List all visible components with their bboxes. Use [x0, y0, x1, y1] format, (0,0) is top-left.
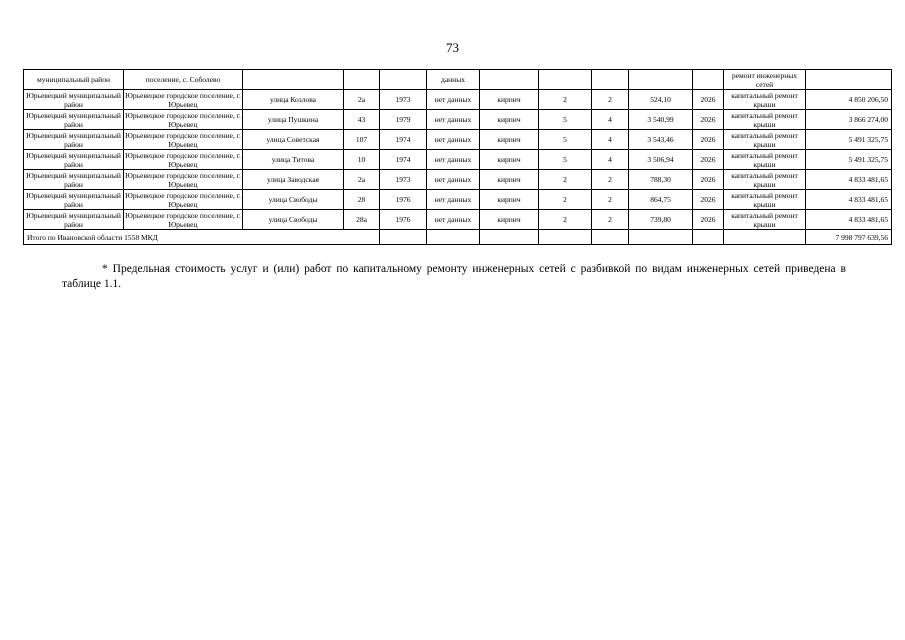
cell-work-type: ремонт инженерных сетей — [724, 70, 806, 90]
cell-cost: 4 850 206,50 — [806, 90, 892, 110]
table-cell — [629, 230, 693, 245]
cell-house-number: 2а — [344, 170, 380, 190]
table-row — [24, 90, 892, 110]
cell-street: улица Заводская — [243, 170, 344, 190]
cell-year: 2026 — [693, 130, 724, 150]
cell-work-type: капитальный ремонт крыши — [724, 130, 806, 150]
cell-floors: 2 — [539, 190, 592, 210]
cell-wall-material: кирпич — [480, 150, 539, 170]
cell-work-type: капитальный ремонт крыши — [724, 210, 806, 230]
cell-cost: 4 833 481,65 — [806, 190, 892, 210]
cell-district: Юрьевецкий муниципальный район — [24, 190, 124, 210]
cell-area: 3 543,46 — [629, 130, 693, 150]
cell-settlement: Юрьевецкое городское поселение, г. Юрьевец — [125, 90, 241, 109]
table-row — [24, 150, 892, 170]
cell-year — [693, 70, 724, 90]
cell-year-built: 1976 — [380, 210, 427, 230]
cell-wall-material: кирпич — [480, 110, 539, 130]
cell-year: 2026 — [693, 150, 724, 170]
cell-year-built: 1979 — [380, 110, 427, 130]
cell-year: 2026 — [693, 110, 724, 130]
cell-data-status: нет данных — [427, 110, 480, 130]
cell-street: улица Титова — [243, 150, 344, 170]
cell-year: 2026 — [693, 190, 724, 210]
table-cell — [724, 230, 806, 245]
cell-area: 864,75 — [629, 190, 693, 210]
table-row — [24, 190, 892, 210]
cell-work-type: капитальный ремонт крыши — [724, 110, 806, 130]
cell-district: Юрьевецкий муниципальный район — [24, 210, 124, 230]
cell-street: улица Пушкина — [243, 110, 344, 130]
cell-house-number: 28 — [344, 190, 380, 210]
cell-data-status: нет данных — [427, 90, 480, 110]
cell-year-built: 1974 — [380, 150, 427, 170]
cell-street: улица Свободы — [243, 190, 344, 210]
total-value: 7 998 797 639,56 — [806, 230, 892, 245]
cell-wall-material: кирпич — [480, 130, 539, 150]
table-cell — [693, 230, 724, 245]
cell-entrances: 4 — [592, 150, 629, 170]
cell-year: 2026 — [693, 170, 724, 190]
cell-cost: 5 491 325,75 — [806, 130, 892, 150]
cell-settlement: поселение, с. Соболево — [124, 70, 243, 90]
cell-year-built: 1974 — [380, 130, 427, 150]
cell-floors: 2 — [539, 170, 592, 190]
cell-work-type: капитальный ремонт крыши — [724, 190, 806, 210]
cell-data-status: нет данных — [427, 130, 480, 150]
table-cell — [592, 230, 629, 245]
cell-year-built — [380, 70, 427, 90]
footnote: * Предельная стоимость услуг и (или) работ по капитальному ремонту инженерных сетей с разбивкой по видам инженерных сетей приведена в таблице 1.1. — [62, 263, 846, 290]
table-row — [24, 130, 892, 150]
cell-floors: 2 — [539, 210, 592, 230]
table-row — [24, 70, 892, 90]
cell-wall-material — [480, 70, 539, 90]
cell-street: улица Свободы — [243, 210, 344, 230]
cell-data-status: нет данных — [427, 190, 480, 210]
cell-settlement: Юрьевецкое городское поселение, г. Юрьевец — [125, 170, 241, 189]
cell-area: 3 540,99 — [629, 110, 693, 130]
cell-floors: 5 — [539, 150, 592, 170]
cell-floors — [539, 70, 592, 90]
cell-settlement: Юрьевецкое городское поселение, г. Юрьевец — [125, 190, 241, 209]
cell-settlement: Юрьевецкое городское поселение, г. Юрьевец — [125, 150, 241, 169]
table-cell — [480, 230, 539, 245]
cell-settlement: Юрьевецкое городское поселение, г. Юрьевец — [125, 110, 241, 129]
cell-year-built: 1976 — [380, 190, 427, 210]
table-cell — [539, 230, 592, 245]
cell-year: 2026 — [693, 90, 724, 110]
cell-work-type: капитальный ремонт крыши — [724, 150, 806, 170]
cell-wall-material: кирпич — [480, 190, 539, 210]
cell-cost: 4 833 481,65 — [806, 210, 892, 230]
cell-wall-material: кирпич — [480, 210, 539, 230]
cell-work-type: капитальный ремонт крыши — [724, 170, 806, 190]
table-row — [24, 170, 892, 190]
cell-floors: 5 — [539, 130, 592, 150]
page-number: 73 — [446, 40, 459, 55]
cell-entrances: 2 — [592, 90, 629, 110]
table-cell — [380, 230, 427, 245]
table-body — [24, 70, 892, 230]
cell-street: улица Козлова — [243, 90, 344, 110]
cell-settlement: Юрьевецкое городское поселение, г. Юрьевец — [125, 210, 241, 229]
cell-district: муниципальный район — [24, 70, 124, 90]
cell-street — [243, 70, 344, 90]
total-label: Итого по Ивановской области 1558 МКД — [24, 230, 380, 245]
cell-year: 2026 — [693, 210, 724, 230]
cell-house-number: 10 — [344, 150, 380, 170]
cell-settlement: Юрьевецкое городское поселение, г. Юрьевец — [125, 130, 241, 149]
cell-data-status: данных — [427, 70, 480, 90]
table-row — [24, 210, 892, 230]
cell-entrances — [592, 70, 629, 90]
cell-district: Юрьевецкий муниципальный район — [24, 90, 124, 110]
cell-district: Юрьевецкий муниципальный район — [24, 130, 124, 150]
cell-floors: 5 — [539, 110, 592, 130]
cell-area — [629, 70, 693, 90]
cell-year-built: 1973 — [380, 170, 427, 190]
cell-entrances: 2 — [592, 210, 629, 230]
cell-cost: 3 866 274,00 — [806, 110, 892, 130]
housing-registry-table — [23, 69, 892, 245]
cell-area: 524,10 — [629, 90, 693, 110]
cell-work-type: капитальный ремонт крыши — [724, 90, 806, 110]
cell-entrances: 2 — [592, 170, 629, 190]
cell-street: улица Советская — [243, 130, 344, 150]
cell-floors: 2 — [539, 90, 592, 110]
cell-house-number: 43 — [344, 110, 380, 130]
cell-cost: 5 491 325,75 — [806, 150, 892, 170]
cell-area: 788,30 — [629, 170, 693, 190]
cell-house-number — [344, 70, 380, 90]
cell-year-built: 1973 — [380, 90, 427, 110]
cell-wall-material: кирпич — [480, 170, 539, 190]
table-cell — [427, 230, 480, 245]
cell-house-number: 107 — [344, 130, 380, 150]
total-row — [24, 230, 892, 245]
cell-district: Юрьевецкий муниципальный район — [24, 150, 124, 170]
cell-house-number: 28а — [344, 210, 380, 230]
cell-data-status: нет данных — [427, 170, 480, 190]
cell-area: 739,80 — [629, 210, 693, 230]
cell-data-status: нет данных — [427, 210, 480, 230]
cell-entrances: 4 — [592, 110, 629, 130]
cell-district: Юрьевецкий муниципальный район — [24, 170, 124, 190]
cell-entrances: 4 — [592, 130, 629, 150]
cell-cost: 4 833 481,65 — [806, 170, 892, 190]
cell-entrances: 2 — [592, 190, 629, 210]
cell-area: 3 506,94 — [629, 150, 693, 170]
table-row — [24, 110, 892, 130]
cell-cost — [806, 70, 892, 90]
cell-data-status: нет данных — [427, 150, 480, 170]
cell-district: Юрьевецкий муниципальный район — [24, 110, 124, 130]
cell-house-number: 2а — [344, 90, 380, 110]
cell-wall-material: кирпич — [480, 90, 539, 110]
